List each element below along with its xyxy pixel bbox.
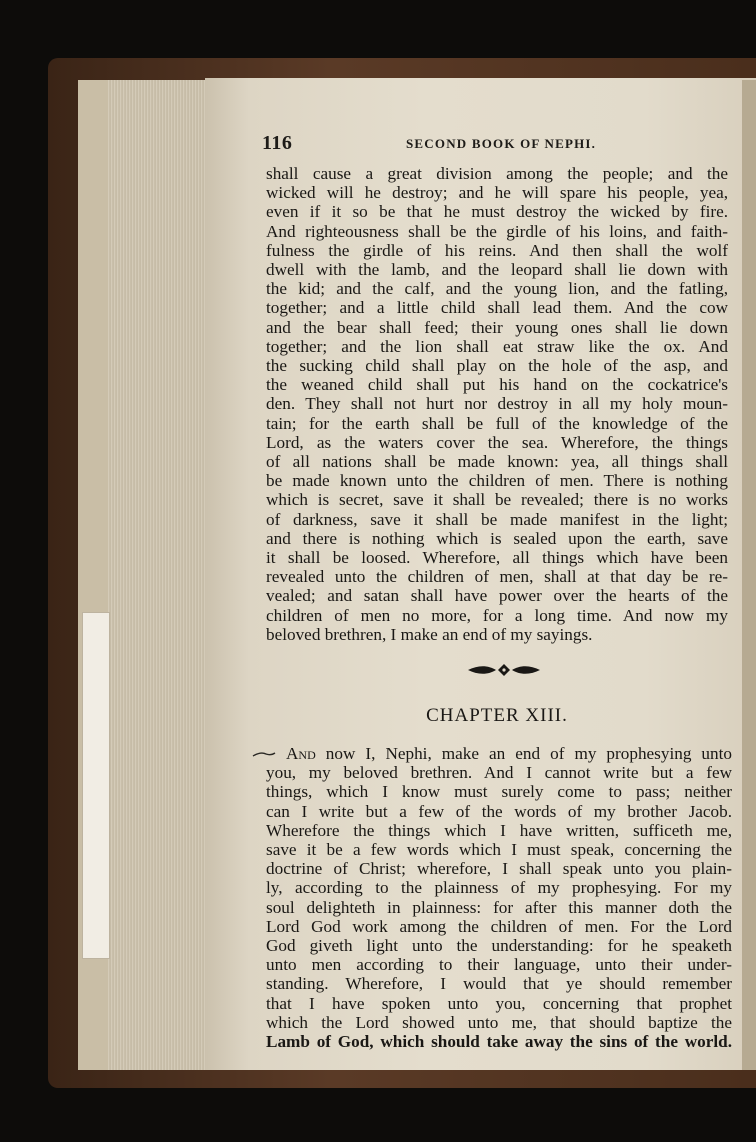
running-head: SECOND BOOK OF NEPHI.: [406, 136, 597, 151]
text-line: can I write but a few of the words of my brother Jacob.: [266, 801, 732, 821]
text-line: save it be a few words which I must speak, concerning the: [266, 840, 732, 860]
chapter-first-line: [266, 744, 732, 763]
text-line: den. They shall not hurt nor destroy in all my holy moun-: [266, 394, 728, 414]
text-line: doctrine of Christ; wherefore, I shall speak unto you plain-: [266, 859, 732, 879]
page-header: [262, 132, 732, 156]
text-line: the sucking child shall play on the hole of the asp, and: [266, 356, 728, 376]
text-line: be made known unto the children of men. There is nothing: [266, 471, 728, 491]
text-line: it shall be loosed. Wherefore, all things which have been: [266, 548, 728, 568]
chapter-title: CHAPTER XIII.: [426, 705, 568, 726]
text-line: of darkness, save it shall be made manifest in the light;: [266, 509, 728, 529]
text-line: revealed unto the children of men, shall at that day be re-: [266, 567, 728, 587]
text-line: children of men no more, for a long time. And now my: [266, 605, 728, 625]
text-line: you, my beloved brethren. And I cannot write but a few: [266, 763, 732, 783]
section-ornament-icon: [466, 662, 542, 678]
text-line: dwell with the lamb, and the leopard shall lie down with: [266, 260, 728, 280]
text-line: soul delighteth in plainness: for after this manner doth the: [266, 897, 732, 917]
text-line: of all nations shall be made known: yea, all things shall: [266, 452, 728, 472]
text-line: and there is nothing which is sealed upon the earth, save: [266, 528, 728, 548]
text-line: vealed; and satan shall have power over the hearts of the: [266, 586, 728, 606]
text-line: ly, according to the plainness of my prophesying. For my: [266, 878, 732, 898]
text-line: the kid; and the calf, and the young lion, and the fatling,: [266, 279, 728, 299]
text-line: Lord, as the waters cover the sea. Wherefore, the things: [266, 432, 728, 452]
page-right-edge: [742, 80, 756, 1070]
text-line: things, which I know must surely come to pass; neither: [266, 782, 732, 802]
text-line: standing. Wherefore, I would that ye should remember: [266, 974, 732, 994]
text-line: fulness the girdle of his reins. And then shall the wolf: [266, 240, 728, 260]
text-line: unto men according to their language, unto their under-: [266, 955, 732, 975]
text-line: together; and the lion shall eat straw like the ox. And: [266, 336, 728, 356]
text-line: God giveth light unto the understanding: for he speaketh: [266, 936, 732, 956]
text-line: which is secret, save it shall be revealed; there is no works: [266, 490, 728, 510]
text-line: Wherefore the things which I have written, sufficeth me,: [266, 820, 732, 840]
text-line: beloved brethren, I make an end of my sayings.: [266, 624, 593, 644]
text-line: wicked will he destroy; and he will spare his people, yea,: [266, 183, 728, 203]
text-line: shall cause a great division among the people; and the: [266, 164, 728, 183]
drop-word: And: [286, 744, 316, 763]
page-number: 116: [262, 132, 293, 154]
text-line: Lord God work among the children of men. For the Lord: [266, 916, 732, 936]
text-line: that I have spoken unto you, concerning that prophet: [266, 993, 732, 1013]
text-line: together; and a little child shall lead them. And the cow: [266, 298, 728, 318]
text-line: Lamb of God, which should take away the sins of the world.: [266, 1032, 732, 1052]
text-line: tain; for the earth shall be full of the knowledge of the: [266, 413, 728, 433]
text-line: even if it so be that he must destroy the wicked by fire.: [266, 202, 728, 222]
text-line: and the bear shall feed; their young ones shall lie down: [266, 317, 728, 337]
chapter-text: [266, 744, 732, 1051]
body-text: [266, 164, 728, 644]
first-line-rest: now I, Nephi, make an end of my prophesying unto: [315, 744, 732, 763]
bookmark-slip: [82, 612, 110, 959]
text-line: And righteousness shall be the girdle of his loins, and faith-: [266, 221, 728, 241]
text-line: the weaned child shall put his hand on the cockatrice's: [266, 375, 728, 395]
text-line: which the Lord showed unto me, that should baptize the: [266, 1012, 732, 1032]
